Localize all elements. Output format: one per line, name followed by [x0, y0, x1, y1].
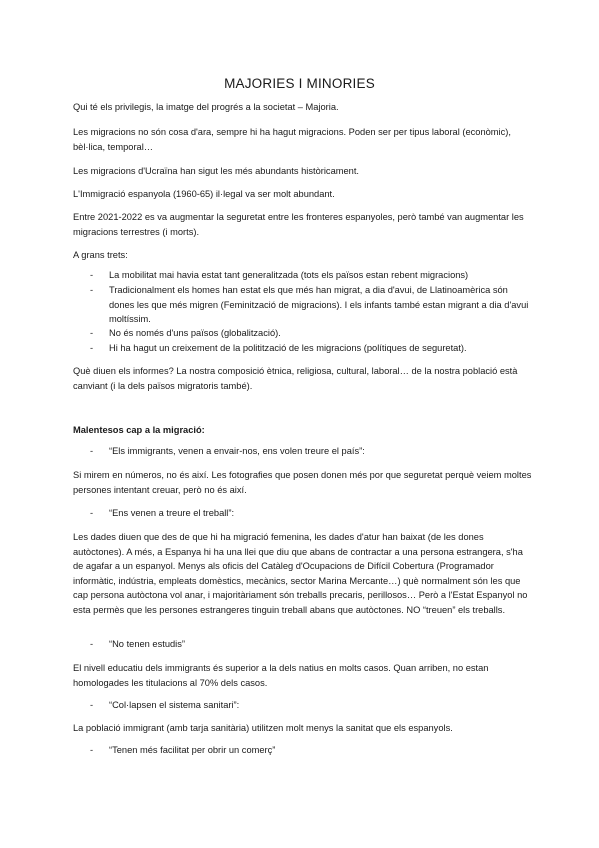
paragraph-ukraine: Les migracions d'Ucraïna han sigut les més abundants històricament.	[73, 166, 359, 176]
list-dash: -	[90, 328, 94, 338]
list-dash: -	[90, 285, 94, 295]
document-title: MAJORIES I MINORIES	[224, 76, 375, 91]
list-item	[90, 506, 530, 521]
paragraph-reports: Què diuen els informes? La nostra composició ètnica, religiosa, cultural, laboral… de la nostra població està canviant (i la dels països migratoris també).	[73, 366, 518, 391]
section-heading-misconceptions: Malentesos cap a la migració:	[73, 425, 205, 435]
list-dash: -	[90, 270, 94, 280]
list-item	[90, 341, 530, 356]
paragraph-migrations-always: Les migracions no són cosa d'ara, sempre hi ha hagut migracions. Poden ser per tipus laboral (econòmic), bèl·lica, temporal…	[73, 127, 511, 152]
list-item-text: “Els immigrants, venen a envair-nos, ens volen treure el país”:	[109, 446, 365, 456]
paragraph-unemployment-data: Les dades diuen que des de que hi ha migració femenina, les dades d'atur han baixat (de les dones autòctones). A més, a Espanya hi ha una llei que diu que abans de contractar a una persona estrangera, s'ha de agafar a un espanyol. Menys als oficis del Catàleg d'Ocupacions de Difícil Cobertura (Programador informàtic, indústria, empleats domèstics, mecànics, sector Marina Mercante…) què normalment són les que cap persona autòctona vol anar, i majoritàriament són treballs precaris, perillosos… Però a l'Estat Espanyol no esta permès que les persones estrangeres tinguin treball abans que autòctones. NO “treuen” els treballs.	[73, 532, 528, 615]
list-item-text: Tradicionalment els homes han estat els que més han migrat, a dia d'avui, de Llatinoamèrica són dones les que més migren (Feminització de migracions). I els infants també estan migrant a dia d'avui moltíssim.	[109, 285, 529, 325]
list-item-text: “Col·lapsen el sistema sanitari”:	[109, 700, 240, 710]
list-item	[90, 637, 530, 652]
list-item	[90, 743, 530, 758]
paragraph-education-level: El nivell educatiu dels immigrants és superior a la dels natius en molts casos. Quan arriben, no estan homologades les titulacions al 70% dels casos.	[73, 663, 489, 688]
list-dash: -	[90, 343, 94, 353]
list-item-text: “No tenen estudis”	[109, 639, 185, 649]
list-dash: -	[90, 639, 94, 649]
list-item	[90, 283, 530, 327]
list-item	[90, 444, 530, 459]
paragraph-privileges: Qui té els privilegis, la imatge del progrés a la societat – Majoria.	[73, 102, 339, 112]
list-dash: -	[90, 446, 94, 456]
list-item-text: “Ens venen a treure el treball”:	[109, 508, 235, 518]
list-dash: -	[90, 745, 94, 755]
list-dash: -	[90, 700, 94, 710]
paragraph-spanish-emigration: L'Immigració espanyola (1960-65) il·legal va ser molt abundant.	[73, 189, 335, 199]
paragraph-broad-strokes: A grans trets:	[73, 250, 128, 260]
paragraph-numbers: Si mirem en números, no és així. Les fotografies que posen donen més por que seguretat perquè veiem moltes persones intentant creuar, però no és així.	[73, 470, 532, 495]
list-item	[90, 268, 530, 283]
paragraph-border-security: Entre 2021-2022 es va augmentar la seguretat entre les fronteres espanyoles, però també van augmentar les migracions terrestres (i morts).	[73, 212, 524, 237]
paragraph-healthcare-use: La població immigrant (amb tarja sanitària) utilitzen molt menys la sanitat que els espanyols.	[73, 723, 453, 733]
list-item-text: Hi ha hagut un creixement de la politització de les migracions (polítiques de seguretat).	[109, 343, 467, 353]
list-item	[90, 326, 530, 341]
list-item-text: “Tenen més facilitat per obrir un comerç”	[109, 745, 276, 755]
list-item	[90, 698, 530, 713]
list-dash: -	[90, 508, 94, 518]
list-item-text: No és només d'uns països (globalització).	[109, 328, 281, 338]
list-item-text: La mobilitat mai havia estat tant generalitzada (tots els països estan rebent migracions)	[109, 270, 469, 280]
